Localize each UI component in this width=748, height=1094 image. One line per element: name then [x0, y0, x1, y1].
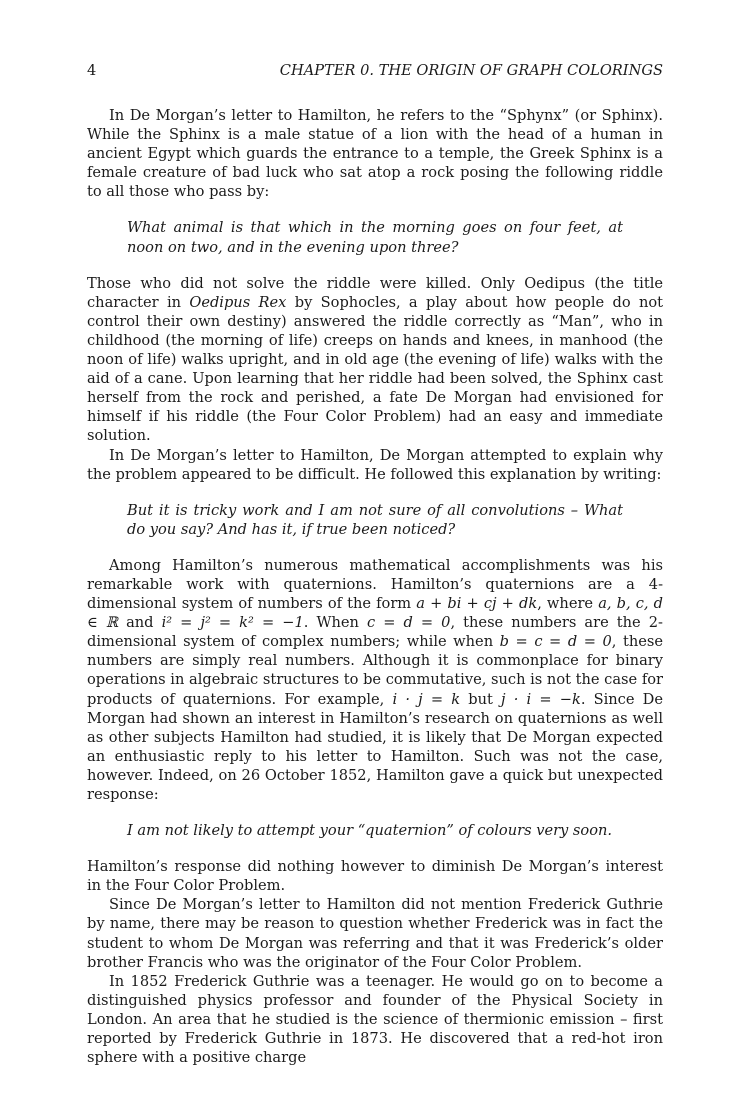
text-run: . Since De Morgan had shown an interest in Hamilton’s research on quaternions as well as other subjects Hamilton had studied, it is likely that De Morgan expected an enthusiastic reply to his letter to Hamilton. Such was not the case, however. Indeed, on 26 October 1852, Hamilton gave a quick but unexpected response: — [87, 690, 663, 803]
text-run: , where — [537, 595, 599, 613]
math-expression: j · i = −k — [501, 690, 581, 708]
page-body — [87, 106, 663, 1067]
paragraph-guthrie-name: Since De Morgan’s letter to Hamilton did not mention Frederick Guthrie by name, there may be reason to question whether Frederick was in fact the student to whom De Morgan was referring and that it was Frederick’s older brother Francis who was the originator of the Four Color Problem. — [87, 896, 663, 971]
text-run: . When — [303, 614, 367, 632]
hamilton-quote: I am not likely to attempt your “quaternion” of colours very soon. — [127, 822, 613, 840]
paragraph-oedipus — [87, 274, 663, 446]
text-run: and — [118, 614, 162, 632]
paragraph-guthrie-1852: In 1852 Frederick Guthrie was a teenager. He would go on to become a distinguished physics professor and founder of the Physical Society in London. An area that he studied is the science of thermionic emission – first reported by Frederick Guthrie in 1873. He discovered that a red-hot iron sphere with a positive charge — [87, 972, 663, 1067]
math-expression: i · j = k — [392, 690, 461, 708]
paragraph-difficulty: In De Morgan’s letter to Hamilton, De Morgan attempted to explain why the problem appeared to be difficult. He followed this explanation by writing: — [87, 446, 663, 483]
riddle-quote: What animal is that which in the morning goes on four feet, at noon on two, and in the evening upon three? — [127, 219, 623, 256]
paragraph-response: Hamilton’s response did nothing however to diminish De Morgan’s interest in the Four Color Problem. — [87, 858, 663, 895]
paragraph-quaternions — [87, 556, 663, 804]
de-morgan-quote: But it is tricky work and I am not sure of all convolutions – What do you say? And has it, if true been noticed? — [127, 501, 623, 538]
page-header — [87, 62, 663, 82]
running-title: CHAPTER 0. THE ORIGIN OF GRAPH COLORINGS — [279, 62, 663, 79]
text-run: Among Hamilton’s numerous mathematical accomplishments was his remarkable work with quaternions. Hamilton’s quaternions are a 4-dimensional system of numbers of the form — [87, 556, 663, 613]
math-expression: i² = j² = k² = −1 — [161, 614, 304, 632]
text-run: but — [460, 690, 502, 708]
math-expression: a, b, c, d ∈ ℝ — [87, 595, 663, 632]
page-number: 4 — [87, 62, 97, 79]
math-expression: a + bi + cj + dk — [416, 595, 538, 613]
math-expression: c = d = 0 — [366, 614, 451, 632]
text-run: Those who did not solve the riddle were killed. Only Oedipus (the title character in — [87, 274, 663, 311]
play-title: Oedipus Rex — [189, 293, 287, 311]
paragraph-sphinx: In De Morgan’s letter to Hamilton, he refers to the “Sphynx” (or Sphinx). While the Sphinx is a male statue of a lion with the head of a human in ancient Egypt which guards the entrance to a temple, the Greek Sphinx is a female creature of bad luck who sat atop a rock posing the following riddle to all those who pass by: — [87, 107, 663, 201]
text-run: by Sophocles, a play about how people do not control their own destiny) answered the riddle correctly as “Man”, who in childhood (the morning of life) creeps on hands and knees, in manhood (the noon of life) walks upright, and in old age (the evening of life) walks with the aid of a cane. Upon learning that her riddle had been solved, the Sphinx cast herself from the rock and perished, a fate De Morgan had envisioned for himself if his riddle (the Four Color Problem) had an easy and immediate solution. — [87, 293, 663, 445]
text-run: , these numbers are the 2-dimensional system of complex numbers; while when — [87, 614, 663, 651]
math-expression: b = c = d = 0 — [499, 633, 612, 651]
text-run: , these numbers are simply real numbers. Although it is commonplace for binary operations in algebraic structures to be commutative, such is not the case for products of quaternions. For example, — [87, 633, 663, 708]
